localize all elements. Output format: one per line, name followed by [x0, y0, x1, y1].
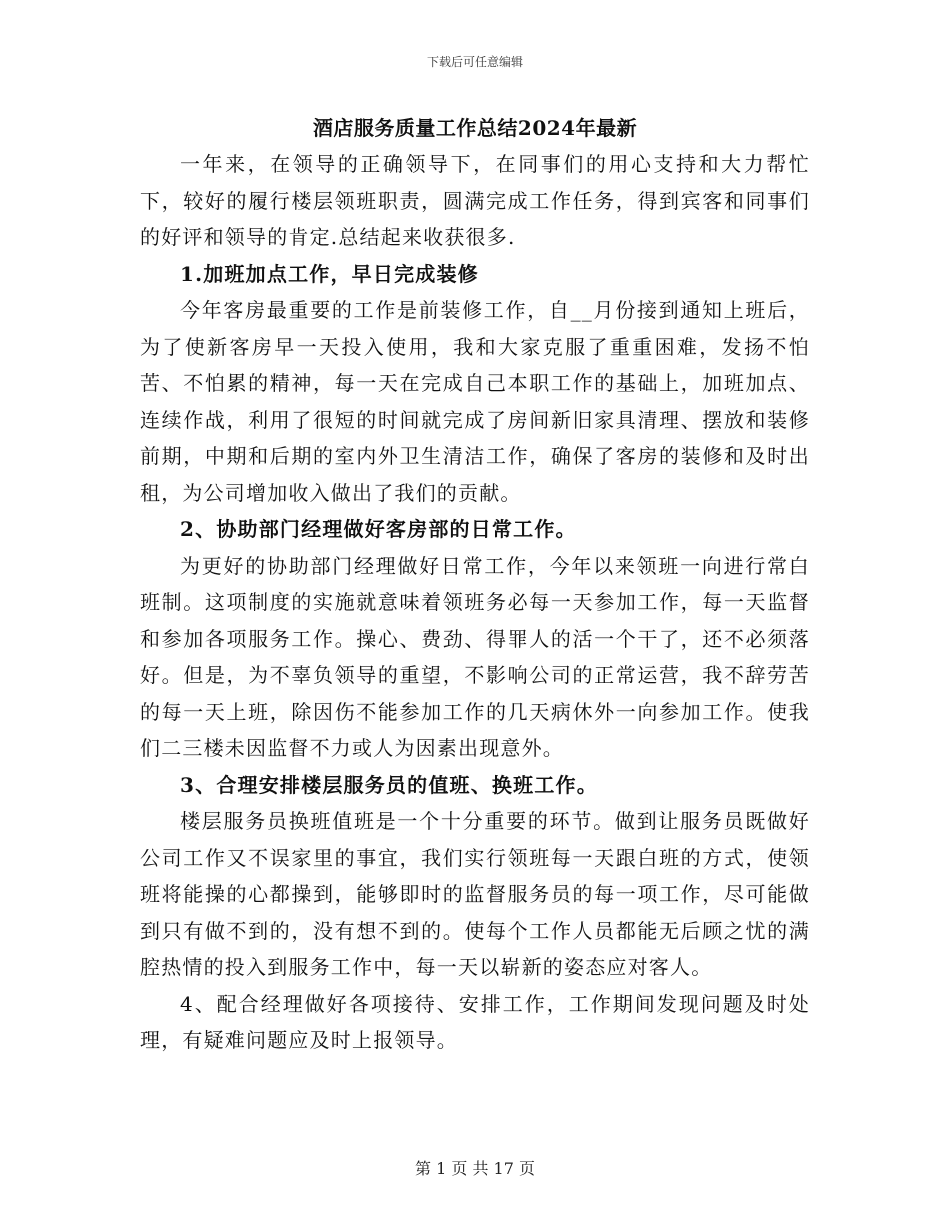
section-body-2: 为更好的协助部门经理做好日常工作，今年以来领班一向进行常白班制。这项制度的实施就意味着领班务必每一天参加工作，每一天监督和参加各项服务工作。操心、费劲、得罪人的活一个干了，还不必须落好。但是，为不辜负领导的重望，不影响公司的正常运营，我不辞劳苦的每一天上班，除因伤不能参加工作的几天病休外一向参加工作。使我们二三楼未因监督不力或人为因素出现意外。: [140, 553, 810, 760]
section-body-3: 楼层服务员换班值班是一个十分重要的环节。做到让服务员既做好公司工作又不误家里的事宜，我们实行领班每一天跟白班的方式，使领班将能操的心都操到，能够即时的监督服务员的每一项工作，尽可能做到只有做不到的，没有想不到的。使每个工作人员都能无后顾之忧的满腔热情的投入到服务工作中，每一天以崭新的姿态应对客人。: [140, 809, 810, 979]
section-body-1: 今年客房最重要的工作是前装修工作，自__月份接到通知上班后，为了使新客房早一天投入使用，我和大家克服了重重困难，发扬不怕苦、不怕累的精神，每一天在完成自己本职工作的基础上，加班加点、连续作战，利用了很短的时间就完成了房间新旧家具清理、摆放和装修前期，中期和后期的室内外卫生清洁工作，确保了客房的装修和及时出租，为公司增加收入做出了我们的贡献。: [140, 298, 810, 505]
closing-paragraph: 4、配合经理做好各项接待、安排工作，工作期间发现问题及时处理，有疑难问题应及时上报领导。: [140, 991, 810, 1052]
section-heading-2: 2、协助部门经理做好客房部的日常工作。: [180, 517, 577, 541]
document-body: [140, 146, 810, 1059]
document-title: 酒店服务质量工作总结2024年最新: [312, 116, 638, 140]
page-number: 第 1 页 共 17 页: [415, 1159, 535, 1178]
section-heading-3: 3、合理安排楼层服务员的值班、换班工作。: [180, 772, 598, 797]
intro-paragraph: 一年来，在领导的正确领导下，在同事们的用心支持和大力帮忙下，较好的履行楼层领班职责，圆满完成工作任务，得到宾客和同事们的好评和领导的肯定.总结起来收获很多.: [140, 152, 810, 249]
header-note: 下载后可任意编辑: [426, 55, 523, 69]
section-heading-1: 1.加班加点工作，早日完成装修: [180, 261, 479, 286]
